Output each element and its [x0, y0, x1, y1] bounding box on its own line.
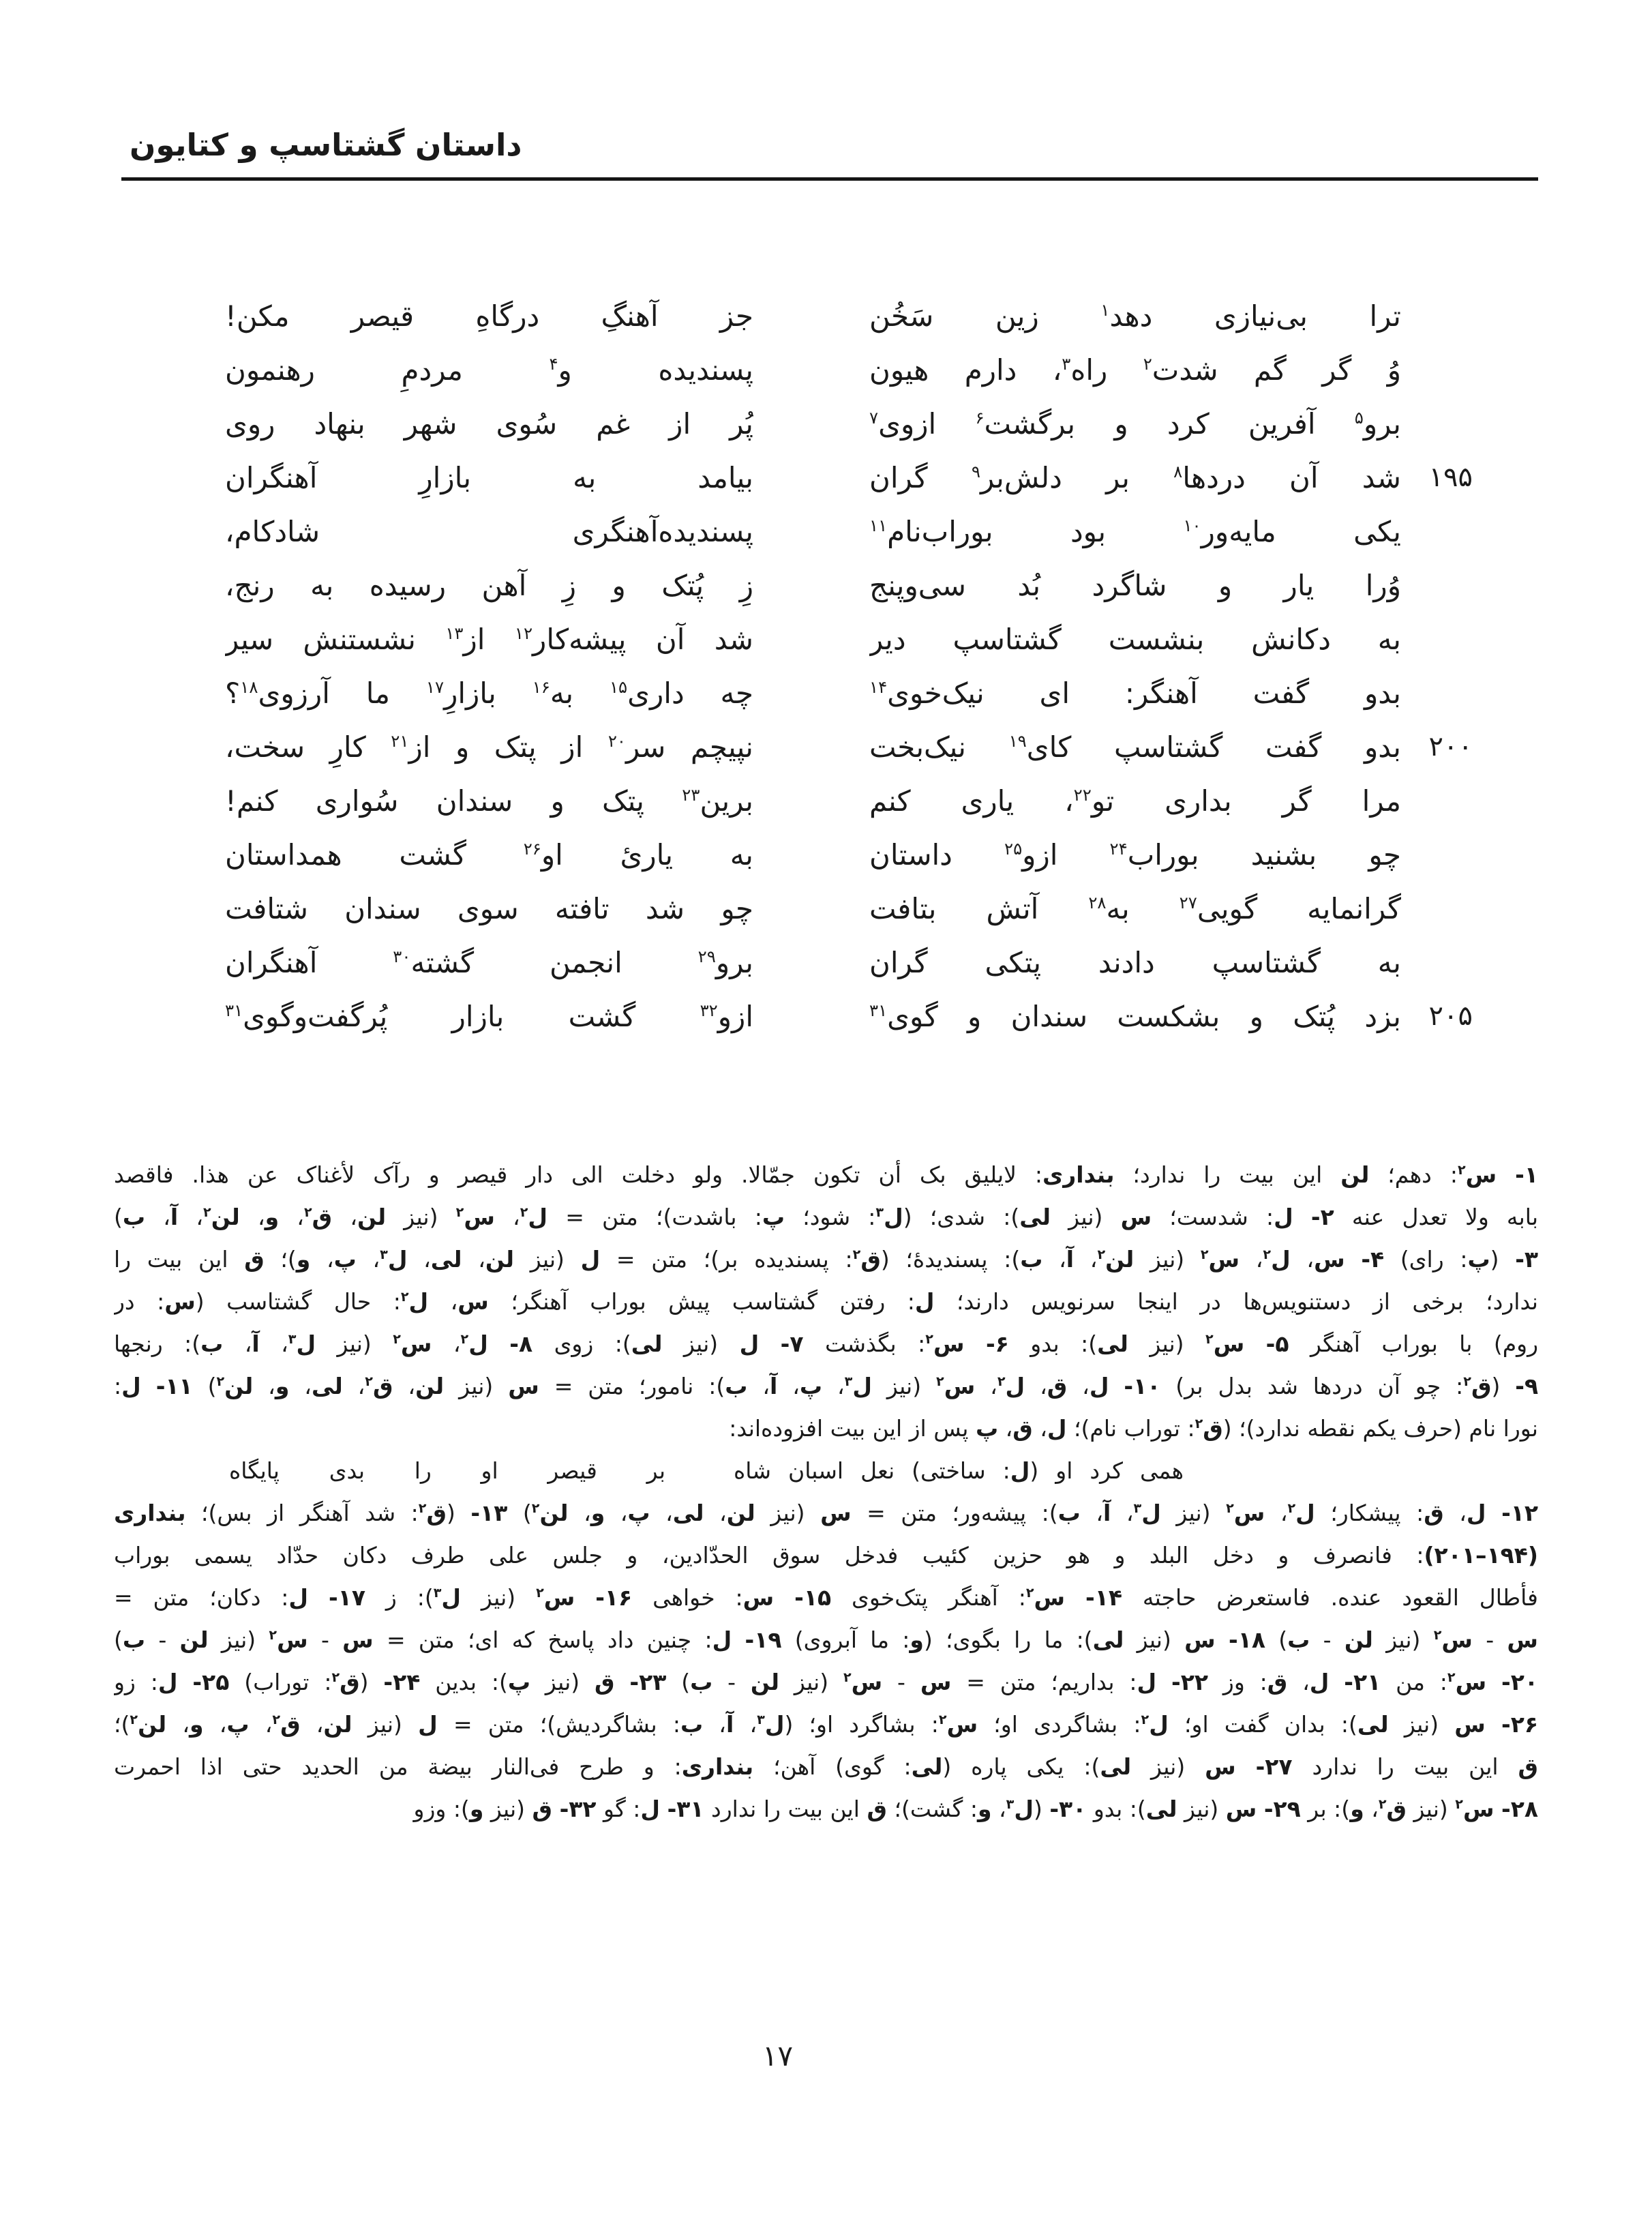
- verse-number: [1401, 289, 1473, 343]
- verse-row: [225, 289, 1473, 343]
- hemistich-right: به گشتاسپ دادند پتکی گران: [869, 946, 1401, 979]
- footnote-line: ندارد؛ برخی از دستنویس‌ها در اینجا سرنویس دارند؛ ل: رفتن گشتاسب پیش بوراب آهنگر؛ س، ل$^۲$: حال گشتاسب (س: در: [114, 1288, 1538, 1315]
- verse-number: ۲۰۰: [1428, 731, 1473, 762]
- verse-number: [1401, 343, 1473, 397]
- footnote-line: فأطال القعود عنده. فاستعرض حاجته ۱۴- س$^۲$: آهنگر پتک‌خوی ۱۵- س: خواهی ۱۶- س$^۲$ (نیز ل$^۳$): ز ۱۷- ل: دکان؛ متن =: [114, 1584, 1538, 1611]
- hemistich-left: نپیچم سر$^{۲۰}$ از پتک و از$^{۲۱}$ کارِ سخت،: [225, 730, 753, 764]
- hemistich-right: بزد پُتک و بشکست سندان و گوی$^{۳۱}$: [869, 1000, 1401, 1033]
- hemistich-left: زِ پُتک و زِ آهن رسیده به رنج،: [225, 569, 753, 602]
- footnote-line: ۲۶- س (نیز لی): بدان گفت او؛ ل$^۲$: بشاگردی او؛ س$^۲$: بشاگرد او؛ (ل$^۳$، آ، ب: بشاگردیش)؛ متن = ل (نیز لن، ق$^۲$، پ، و، لن$^۲$)؛: [114, 1711, 1538, 1738]
- verse-row: [225, 666, 1473, 720]
- hemistich-right: بدو گفت گشتاسپ کای$^{۱۹}$ نیک‌بخت: [869, 730, 1401, 764]
- footnote-line: ۱- س$^۲$: دهم؛ لن این بیت را ندارد؛ بنداری: لایلیق بک أن تکون جمّالا. ولو دخلت الی دار قیصر و رآک لأغناک عن هذا. فاقصد: [114, 1161, 1538, 1188]
- hemistich-left: چه داری$^{۱۵}$ به$^{۱۶}$ بازارِ$^{۱۷}$ ما آرزوی$^{۱۸}$؟: [225, 677, 753, 710]
- inserted-verse-left: بر قیصر او را بدی پایگاه: [229, 1457, 665, 1484]
- verse-row: [225, 397, 1473, 451]
- footnote-line: س - س$^۲$ (نیز لن - ب) ۱۸- س (نیز لی): ما را بگوی؛ (و: ما آبروی) ۱۹- ل: چنین داد پاسخ که ای؛ متن = س - س$^۲$ (نیز لن - ب): [114, 1626, 1538, 1653]
- verse-number: [1401, 774, 1473, 828]
- page-number: ۱۷: [762, 2039, 794, 2072]
- footnote-line: ق این بیت را ندارد ۲۷- س (نیز لی): یکی پاره (لی: گوی) آهن؛ بنداری: و طرح فی‌النار بیضة من الحدید حتی اذا احمرت: [114, 1753, 1538, 1780]
- hemistich-right: به دکانش بنشست گشتاسپ دیر: [869, 623, 1401, 656]
- hemistich-left: جز آهنگِ درگاهِ قیصر مکن!: [225, 299, 753, 333]
- hemistich-right: ترا بی‌نیازی دهد$^۱$ زین سَخُن: [869, 299, 1401, 333]
- footnote-line: بابه ولا تعدل عنه ۲- ل: شدست؛ س (نیز لی): شدی؛ (ل$^۳$: شود؛ پ: باشدت)؛ متن = ل$^۲$، س$^۲$ (نیز لن، ق$^۲$، و، لن$^۲$، آ، ب): [114, 1204, 1538, 1230]
- hemistich-left: بیامد به بازارِ آهنگران: [225, 461, 753, 494]
- hemistich-left: پُر از غم سُوی شهر بنهاد روی: [225, 407, 753, 441]
- hemistich-left: پسندیده‌آهنگری شادکام،: [225, 515, 753, 548]
- hemistich-left: چو شد تافته سوی سندان شتافت: [225, 892, 753, 925]
- inserted-verse-right: همی کرد او (ل: ساختی) نعل اسبان شاه: [734, 1457, 1184, 1484]
- hemistich-right: شد آن دردها$^۸$ بر دلش‌بر$^۹$ گران: [869, 461, 1401, 494]
- hemistich-left: پسندیده و$^۴$ مردمِ رهنمون: [225, 353, 753, 387]
- apparatus-footnotes: [114, 1154, 1538, 1830]
- hemistich-right: مرا گر بداری تو$^{۲۲}$، یاری کنم: [869, 784, 1401, 818]
- verse-row: [225, 936, 1473, 990]
- verse-number: [1401, 666, 1473, 720]
- hemistich-left: برین$^{۲۳}$ پتک و سندان سُواری کنم!: [225, 784, 753, 818]
- verse-row: [225, 720, 1473, 774]
- hemistich-left: برو$^{۲۹}$ انجمن گشته$^{۳۰}$ آهنگران: [225, 946, 753, 979]
- footnote-line: ۱۲- ل، ق: پیشکار؛ ل$^۲$، س$^۲$ (نیز ل$^۳$، آ، ب): پیشه‌ور؛ متن = س (نیز لن، لی، پ، و، لن$^۲$) ۱۳- (ق$^۲$: شد آهنگر از بس)؛ بنداری: [114, 1500, 1538, 1526]
- verse-row: [225, 505, 1473, 559]
- footnote-line: ۹- (ق$^۲$: چو آن دردها شد بدل بر) ۱۰- ل، ق، ل$^۲$، س$^۲$ (نیز ل$^۳$، پ، آ، ب): نامور؛ متن = س (نیز لن، ق$^۲$، لی، و، لن$^۲$) ۱۱- ل:: [114, 1373, 1538, 1399]
- hemistich-right: گرانمایه گویی$^{۲۷}$ به$^{۲۸}$ آتش بتافت: [869, 892, 1401, 925]
- hemistich-left: به یاریٔ او$^{۲۶}$ گشت همداستان: [225, 838, 753, 872]
- verse-number: [1401, 828, 1473, 882]
- verse-row: [225, 774, 1473, 828]
- hemistich-right: برو$^۵$ آفرین کرد و برگشت$^۶$ ازوی$^۷$: [869, 407, 1401, 441]
- verse-number: [1401, 397, 1473, 451]
- hemistich-right: وُ گر گم شدت$^۲$ راه$^۳$، دارم هیون: [869, 353, 1401, 387]
- hemistich-left: ازو$^{۳۲}$ گشت بازار پُرگفت‌وگوی$^{۳۱}$: [225, 1000, 753, 1033]
- footnote-line: روم) با بوراب آهنگر ۵- س$^۲$ (نیز لی): بدو ۶- س$^۲$: بگذشت ۷- ل (نیز لی): زوی ۸- ل$^۲$، س$^۲$ (نیز ل$^۳$، آ، ب): رنجها: [114, 1331, 1538, 1357]
- inserted-verse: [114, 1450, 1538, 1492]
- verse-row: [225, 612, 1473, 666]
- verse-number: [1401, 612, 1473, 666]
- footnote-line: ۲۰- س$^۲$: من ۲۱- ل، ق: وز ۲۲- ل: بداریم؛ متن = س - س$^۲$ (نیز لن - ب) ۲۳- ق (نیز پ): بدین ۲۴- (ق$^۲$: توراب) ۲۵- ل: زو: [114, 1669, 1538, 1695]
- verse-number: [1401, 936, 1473, 990]
- verse-row: [225, 559, 1473, 612]
- verse-row: [225, 343, 1473, 397]
- verse-number: [1401, 882, 1473, 936]
- verse-row: [225, 451, 1473, 505]
- hemistich-right: وُرا یار و شاگرد بُد سی‌وپنج: [869, 569, 1401, 602]
- verse-number: [1401, 505, 1473, 559]
- hemistich-right: یکی مایه‌ور$^{۱۰}$ بود بوراب‌نام$^{۱۱}$: [869, 515, 1401, 548]
- verse-number: [1401, 559, 1473, 612]
- hemistich-right: چو بشنید بوراب$^{۲۴}$ ازو$^{۲۵}$ داستان: [869, 838, 1401, 872]
- verse-row: [225, 882, 1473, 936]
- header-rule: [121, 177, 1538, 181]
- footnote-line: ۳- (پ: رای) ۴- س، ل$^۲$، س$^۲$ (نیز لن$^۲$، آ، ب): پسندیدهٔ؛ (ق$^۲$: پسندیده بر)؛ متن = ل (نیز لن، لی، ل$^۳$، پ، و)؛ ق این بیت را: [114, 1246, 1538, 1273]
- verse-number: ۲۰۵: [1428, 1000, 1473, 1032]
- footnote-line: ۲۸- س$^۲$ (نیز ق$^۲$، و): بر ۲۹- س (نیز لی): بدو ۳۰- (ل$^۳$، و: گشت)؛ ق این بیت را ندارد ۳۱- ل: گو ۳۲- ق (نیز و): وزو: [413, 1796, 1538, 1822]
- footnote-line: نورا نام (حرف یکم نقطه ندارد)؛ (ق$^۲$: توراب نام)؛ ل، ق، پ پس از این بیت افزوده‌اند:: [729, 1415, 1538, 1442]
- verse-row: [225, 828, 1473, 882]
- running-head-title: داستان گشتاسپ و کتایون: [130, 127, 522, 163]
- verse-row: [225, 990, 1473, 1043]
- verse-number: ۱۹۵: [1428, 462, 1473, 493]
- footnote-line: (۱۹۴–۲۰۱): فانصرف و دخل البلد و هو حزین کئیب فدخل سوق الحدّادین، و جلس علی طرف دکان حدّاد یسمی بوراب: [114, 1542, 1538, 1569]
- hemistich-right: بدو گفت آهنگر: ای نیک‌خوی$^{۱۴}$: [869, 677, 1401, 710]
- poem-block: [225, 289, 1473, 1043]
- hemistich-left: شد آن پیشه‌کار$^{۱۲}$ از$^{۱۳}$ نشستنش سیر: [225, 623, 753, 656]
